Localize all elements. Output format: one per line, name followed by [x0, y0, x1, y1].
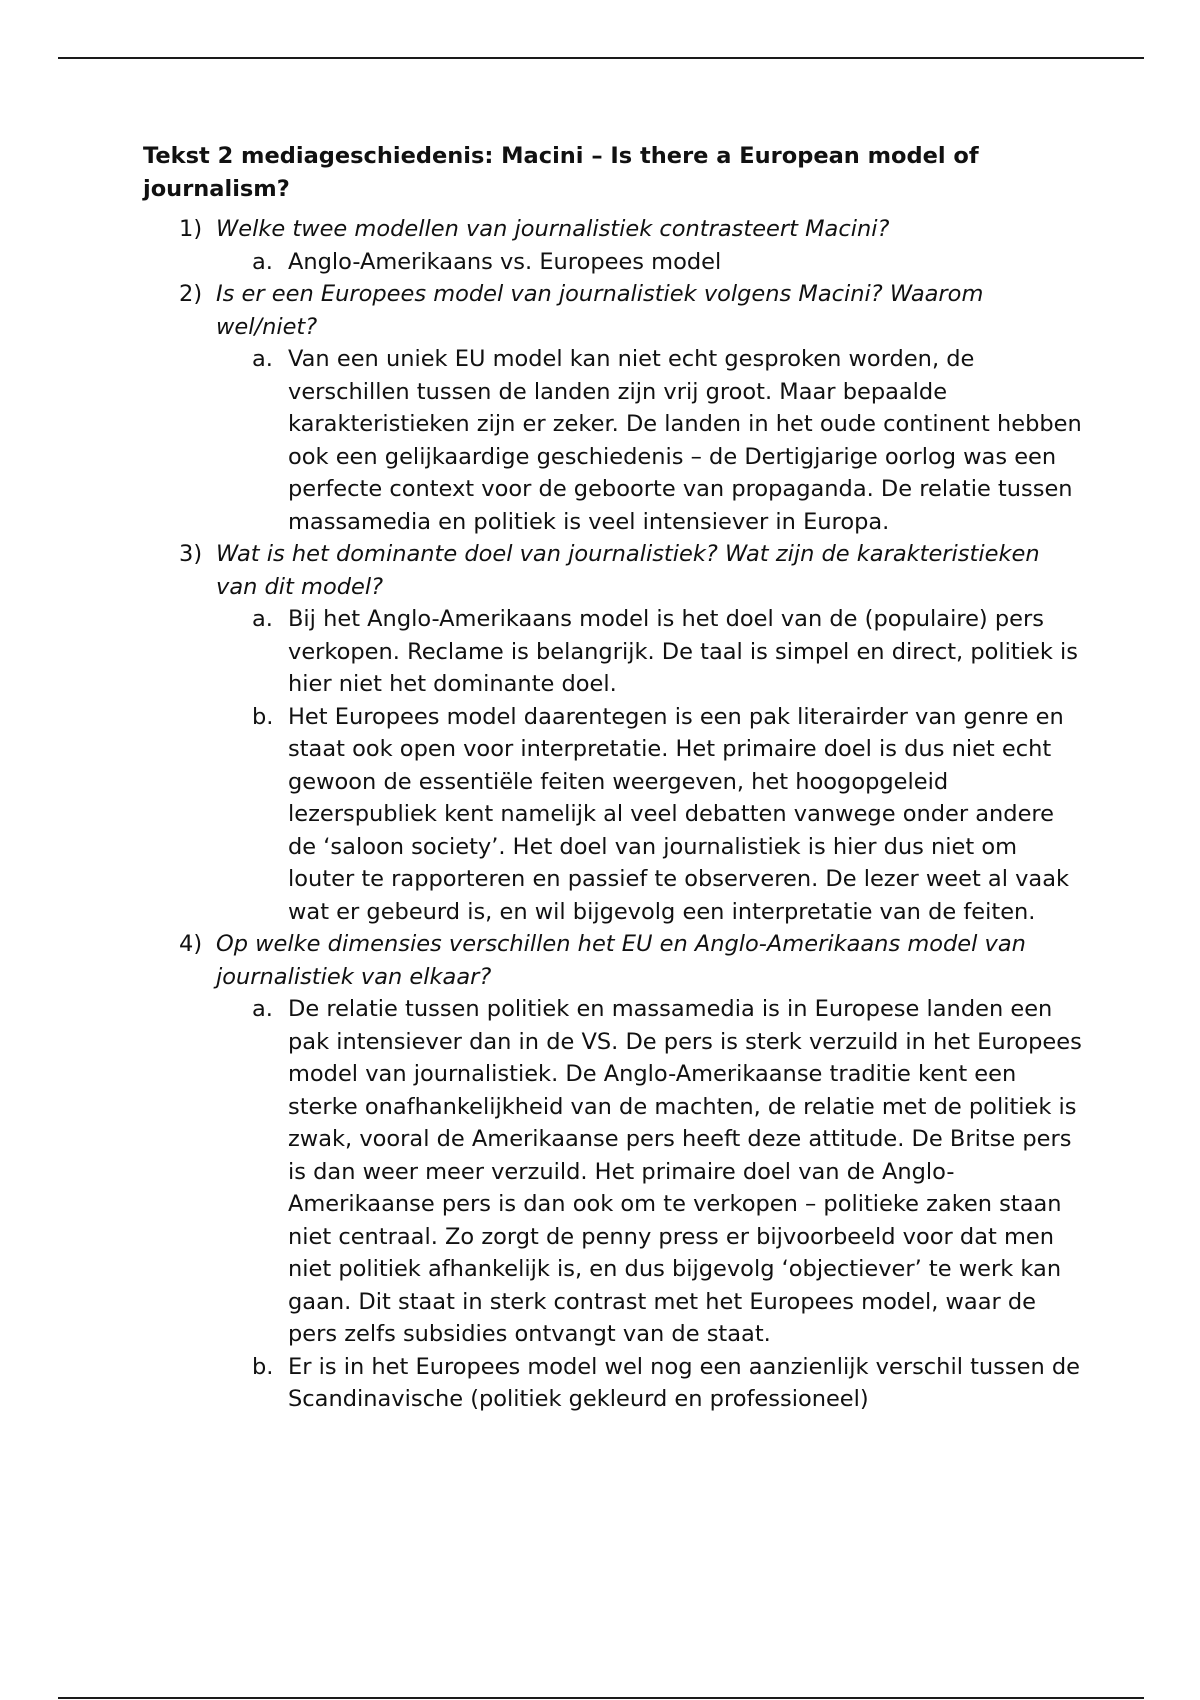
header-rule	[58, 57, 1144, 59]
question-number: 1)	[179, 216, 203, 242]
answer-4b	[143, 1351, 1083, 1416]
answer-letter: a.	[252, 346, 273, 372]
question-number: 3)	[179, 541, 203, 567]
question-number: 2)	[179, 281, 203, 307]
question-3	[143, 538, 1083, 603]
question-1	[143, 213, 1083, 246]
answer-3b	[143, 701, 1083, 929]
question-number: 4)	[179, 931, 203, 957]
answer-text: De relatie tussen politiek en massamedia is in Europese landen een pak intensiever dan in de VS. De pers is sterk verzuild in het Europees model van journalistiek. De Anglo-Amerikaanse traditie kent een sterke onafhankelijkheid van de machten, de relatie met de politiek is zwak, vooral de Amerikaanse pers heeft deze attitude. De Britse pers is dan weer meer verzuild. Het primaire doel van de Anglo-Amerikaanse pers is dan ook om te verkopen – politieke zaken staan niet centraal. Zo zorgt de penny press er bijvoorbeeld voor dat men niet politiek afhankelijk is, en dus bijgevolg ‘objectiever’ te werk kan gaan. Dit staat in sterk contrast met het Europees model, waar de pers zelfs subsidies ontvangt van de staat.	[288, 996, 1082, 1347]
question-2	[143, 278, 1083, 343]
answer-1a	[143, 246, 1083, 279]
answer-letter: a.	[252, 248, 273, 275]
question-4	[143, 928, 1083, 993]
answer-text: Anglo-Amerikaans vs. Europees model	[288, 248, 722, 275]
document-title: Tekst 2 mediageschiedenis: Macini – Is there a European model of journalism?	[143, 143, 979, 202]
answer-2a	[143, 343, 1083, 538]
answer-letter: b.	[252, 1353, 274, 1380]
question-text: Is er een Europees model van journalistiek volgens Macini? Waarom wel/niet?	[216, 281, 984, 340]
question-text: Wat is het dominante doel van journalistiek? Wat zijn de karakteristieken van dit model?	[216, 541, 1040, 600]
question-text: Welke twee modellen van journalistiek contrasteert Macini?	[216, 216, 890, 242]
answer-text: Er is in het Europees model wel nog een aanzienlijk verschil tussen de Scandinavische (politiek gekleurd en professioneel)	[288, 1353, 1081, 1412]
footer-rule	[58, 1697, 1144, 1699]
answer-text: Het Europees model daarentegen is een pak literairder van genre en staat ook open voor interpretatie. Het primaire doel is dus niet echt gewoon de essentiële feiten weergeven, het hoogopgeleid lezerspubliek kent namelijk al veel debatten vanwege onder andere de ‘saloon society’. Het doel van journalistiek is hier dus niet om louter te rapporteren en passief te observeren. De lezer weet al vaak wat er gebeurd is, en wil bijgevolg een interpretatie van de feiten.	[288, 703, 1070, 925]
answer-letter: a.	[252, 996, 273, 1022]
answer-letter: b.	[252, 703, 274, 730]
document-body	[143, 140, 1083, 1416]
question-text: Op welke dimensies verschillen het EU en Anglo-Amerikaans model van journalistiek van elkaar?	[216, 931, 1026, 990]
answer-4a	[143, 993, 1083, 1351]
answer-3a	[143, 603, 1083, 701]
answer-text: Van een uniek EU model kan niet echt gesproken worden, de verschillen tussen de landen zijn vrij groot. Maar bepaalde karakteristieken zijn er zeker. De landen in het oude continent hebben ook een gelijkaardige geschiedenis – de Dertigjarige oorlog was een perfecte context voor de geboorte van propaganda. De relatie tussen massamedia en politiek is veel intensiever in Europa.	[288, 346, 1082, 535]
answer-text: Bij het Anglo-Amerikaans model is het doel van de (populaire) pers verkopen. Reclame is belangrijk. De taal is simpel en direct, politiek is hier niet het dominante doel.	[288, 606, 1078, 697]
answer-letter: a.	[252, 606, 273, 632]
